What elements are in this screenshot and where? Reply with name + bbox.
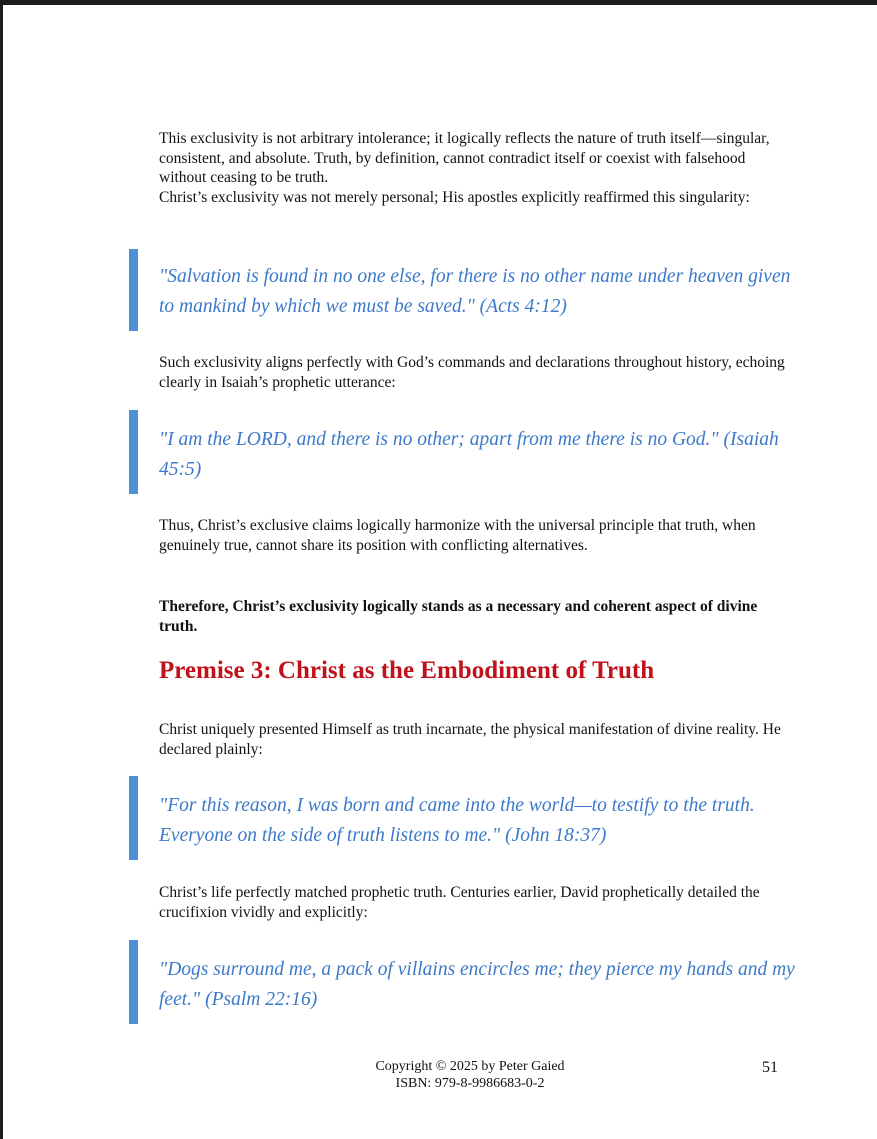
conclusion-block	[159, 597, 789, 636]
quote-bar-isaiah	[129, 410, 138, 494]
window-left-border	[0, 0, 3, 1139]
quote-bar-acts	[129, 249, 138, 331]
copyright-line: Copyright © 2025 by Peter Gaied	[375, 1059, 565, 1074]
paragraph-isaiah-intro: Such exclusivity aligns perfectly with God’s commands and declarations throughout history, echoing clearly in Isaiah’s prophetic utterance:	[159, 354, 785, 391]
paragraph-harmonize-block	[159, 516, 789, 555]
isbn-line: ISBN: 979-8-9986683-0-2	[395, 1076, 545, 1091]
paragraph-conclusion: Therefore, Christ’s exclusivity logically stands as a necessary and coherent aspect of divine truth.	[159, 598, 758, 635]
paragraph-incarnate-block	[159, 720, 789, 759]
intro-paragraphs	[159, 129, 789, 207]
paragraph-incarnate: Christ uniquely presented Himself as truth incarnate, the physical manifestation of divine reality. He declared plainly:	[159, 721, 781, 758]
paragraph-david-block	[159, 883, 789, 922]
quote-isaiah: "I am the LORD, and there is no other; apart from me there is no God." (Isaiah 45:5)	[159, 429, 779, 480]
page-number: 51	[762, 1059, 778, 1076]
paragraph-truth-nature: This exclusivity is not arbitrary intolerance; it logically reflects the nature of truth itself—singular, consistent, and absolute. Truth, by definition, cannot contradict itself or coexist with falsehood without ceasing to be truth.	[159, 130, 770, 186]
quote-bar-john	[129, 776, 138, 860]
section-heading: Premise 3: Christ as the Embodiment of Truth	[159, 657, 655, 684]
quote-bar-psalm	[129, 940, 138, 1024]
paragraph-isaiah-intro-block	[159, 353, 789, 392]
window-top-border	[0, 0, 877, 5]
quote-psalm: "Dogs surround me, a pack of villains encircles me; they pierce my hands and my feet." (Psalm 22:16)	[159, 959, 795, 1010]
quote-john: "For this reason, I was born and came into the world—to testify to the truth. Everyone on the side of truth listens to me." (John 18:37)	[159, 795, 755, 846]
paragraph-harmonize: Thus, Christ’s exclusive claims logically harmonize with the universal principle that truth, when genuinely true, cannot share its position with conflicting alternatives.	[159, 517, 756, 554]
quote-acts: "Salvation is found in no one else, for there is no other name under heaven given to mankind by which we must be saved." (Acts 4:12)	[159, 266, 791, 317]
paragraph-apostles: Christ’s exclusivity was not merely personal; His apostles explicitly reaffirmed this singularity:	[159, 188, 750, 206]
paragraph-david: Christ’s life perfectly matched prophetic truth. Centuries earlier, David prophetically detailed the crucifixion vividly and explicitly:	[159, 884, 760, 921]
page-footer	[300, 1058, 640, 1092]
